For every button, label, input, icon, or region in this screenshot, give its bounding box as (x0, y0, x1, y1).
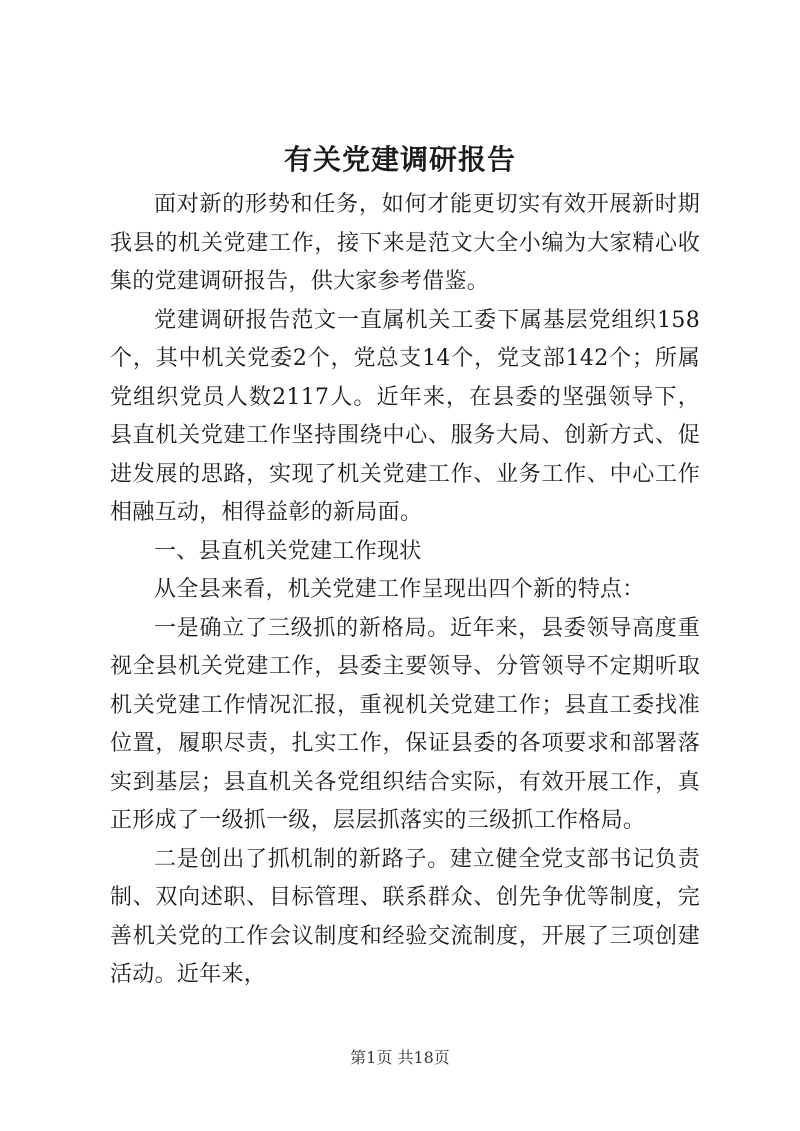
document-title: 有关党建调研报告 (283, 143, 516, 176)
page-number-footer: 第1页 共18页 (350, 1048, 450, 1067)
document-body (110, 186, 700, 995)
paragraph-feature-two: 二是创出了抓机制的新路子。建立健全党支部书记负责制、双向述职、目标管理、联系群众、创先争优等制度，完善机关党的工作会议制度和经验交流制度，开展了三项创建活动。近年来， (110, 846, 700, 987)
paragraph-features-intro: 从全县来看，机关党建工作呈现出四个新的特点： (154, 577, 645, 602)
paragraph-feature-one: 一是确立了三级抓的新格局。近年来，县委领导高度重视全县机关党建工作，县委主要领导、分管领导不定期听取机关党建工作情况汇报，重视机关党建工作；县直工委找准位置，履职尽责，扎实工作，保证县委的各项要求和部署落实到基层；县直机关各党组织结合实际，有效开展工作，真正形成了一级抓一级，层层抓落实的三级抓工作格局。 (110, 615, 700, 833)
paragraph-intro: 面对新的形势和任务，如何才能更切实有效开展新时期我县的机关党建工作，接下来是范文大全小编为大家精心收集的党建调研报告，供大家参考借鉴。 (110, 192, 700, 294)
paragraph-overview: 党建调研报告范文一直属机关工委下属基层党组织158个，其中机关党委2个，党总支14个，党支部142个；所属党组织党员人数2117人。近年来，在县委的坚强领导下，县直机关党建工作坚持围绕中心、服务大局、创新方式、促进发展的思路，实现了机关党建工作、业务工作、中心工作相融互动，相得益彰的新局面。 (110, 307, 700, 525)
section-heading: 一、县直机关党建工作现状 (154, 538, 422, 564)
